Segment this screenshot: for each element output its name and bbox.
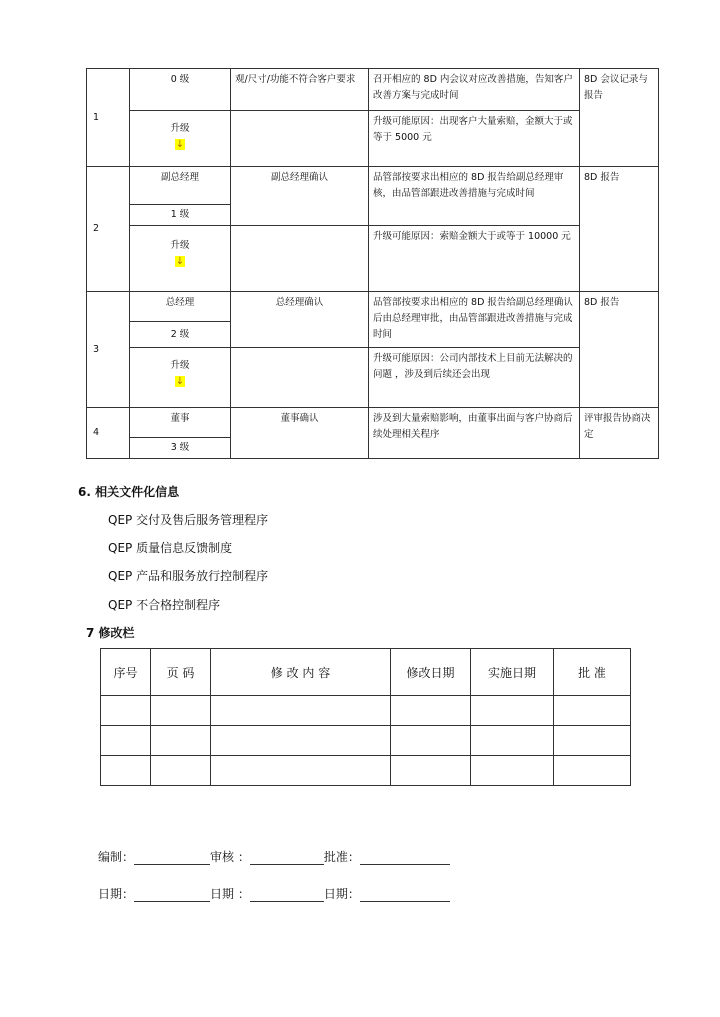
empty-cell[interactable] [391, 756, 471, 786]
revision-table [100, 648, 631, 786]
empty-cell [231, 226, 369, 292]
record-cell: 8D 会议记录与报告 [580, 69, 659, 167]
down-arrow-icon: ↓ [175, 256, 185, 267]
level-title: 董事 [130, 408, 231, 438]
related-doc-item: QEP 质量信息反馈制度 [108, 541, 233, 555]
empty-cell[interactable] [101, 696, 151, 726]
condition-cell: 观/尺寸/功能不符合客户要求 [231, 69, 369, 111]
down-arrow-icon: ↓ [175, 376, 185, 387]
approve-label: 批准： [323, 850, 360, 864]
upgrade-cell [130, 226, 231, 292]
reason-cell: 升级可能原因：公司内部技术上目前无法解决的问题 ，涉及到后续还会出现 [369, 348, 580, 408]
upgrade-label: 升级 [170, 360, 190, 371]
record-cell: 8D 报告 [580, 167, 659, 292]
empty-cell[interactable] [211, 756, 391, 786]
row-number: 4 [87, 408, 130, 459]
related-doc-item: QEP 不合格控制程序 [108, 598, 221, 612]
empty-cell[interactable] [151, 726, 211, 756]
table-row [87, 167, 659, 205]
empty-cell[interactable] [101, 756, 151, 786]
row-number: 3 [87, 292, 130, 408]
condition-cell: 副总经理确认 [231, 167, 369, 226]
upgrade-label: 升级 [170, 240, 190, 251]
level-title: 副总经理 [130, 167, 231, 205]
record-cell: 8D 报告 [580, 292, 659, 408]
empty-cell[interactable] [471, 756, 554, 786]
upgrade-cell [130, 348, 231, 408]
reason-cell: 升级可能原因：出现客户大量索赔，金额大于或等于 5000 元 [369, 111, 580, 167]
empty-cell[interactable] [471, 726, 554, 756]
table-row [87, 408, 659, 438]
section-7-title: 7 修改栏 [86, 626, 135, 640]
condition-cell: 总经理确认 [231, 292, 369, 348]
action-cell: 品管部按要求出相应的 8D 报告给副总经理审核，由品管部跟进改善措施与完成时间 [369, 167, 580, 226]
date-label: 日期 ： [210, 887, 250, 901]
date-row [98, 885, 450, 902]
row-number: 1 [87, 69, 130, 167]
empty-cell [231, 111, 369, 167]
table-row [101, 696, 631, 726]
approve-line[interactable] [360, 850, 450, 865]
empty-cell[interactable] [554, 696, 631, 726]
condition-cell: 董事确认 [231, 408, 369, 459]
empty-cell[interactable] [101, 726, 151, 756]
row-number: 2 [87, 167, 130, 292]
empty-cell[interactable] [151, 756, 211, 786]
revision-header-row [101, 649, 631, 696]
empty-cell[interactable] [211, 696, 391, 726]
action-cell: 涉及到大量索赔影响，由董事出面与客户协商后续处理相关程序 [369, 408, 580, 459]
upgrade-cell [130, 111, 231, 167]
empty-cell[interactable] [391, 726, 471, 756]
table-row [87, 292, 659, 322]
related-doc-item: QEP 交付及售后服务管理程序 [108, 513, 269, 527]
table-row [87, 226, 659, 292]
signature-row [98, 848, 450, 865]
table-row [87, 111, 659, 167]
header-page: 页 码 [151, 649, 211, 696]
level-title: 总经理 [130, 292, 231, 322]
review-label: 审核 ： [210, 850, 250, 864]
down-arrow-icon: ↓ [175, 139, 185, 150]
upgrade-label: 升级 [170, 123, 190, 134]
record-cell: 评审报告协商决定 [580, 408, 659, 459]
empty-cell[interactable] [391, 696, 471, 726]
level-label: 0 级 [130, 69, 231, 111]
date-line[interactable] [250, 887, 324, 902]
empty-cell [231, 348, 369, 408]
header-modify-date: 修改日期 [391, 649, 471, 696]
escalation-table [86, 68, 659, 459]
section-6-title: 6. 相关文件化信息 [78, 485, 180, 499]
date-line[interactable] [134, 887, 210, 902]
empty-cell[interactable] [211, 726, 391, 756]
header-effective-date: 实施日期 [471, 649, 554, 696]
table-row [101, 756, 631, 786]
header-content: 修 改 内 容 [211, 649, 391, 696]
empty-cell[interactable] [554, 756, 631, 786]
action-cell: 召开相应的 8D 内会议对应改善措施，告知客户改善方案与完成时间 [369, 69, 580, 111]
table-row [87, 69, 659, 111]
empty-cell[interactable] [151, 696, 211, 726]
reason-cell: 升级可能原因：索赔金额大于或等于 10000 元 [369, 226, 580, 292]
action-cell: 品管部按要求出相应的 8D 报告给副总经理确认后由总经理审批，由品管部跟进改善措施与完成时间 [369, 292, 580, 348]
compile-line[interactable] [134, 850, 210, 865]
date-label: 日期： [98, 887, 135, 901]
level-label: 3 级 [130, 438, 231, 459]
related-doc-item: QEP 产品和服务放行控制程序 [108, 569, 269, 583]
header-approval: 批 准 [554, 649, 631, 696]
compile-label: 编制： [98, 850, 135, 864]
level-label: 1 级 [130, 205, 231, 226]
empty-cell[interactable] [471, 696, 554, 726]
table-row [101, 726, 631, 756]
header-seq: 序号 [101, 649, 151, 696]
empty-cell[interactable] [554, 726, 631, 756]
date-label: 日期： [323, 887, 360, 901]
date-line[interactable] [360, 887, 450, 902]
level-label: 2 级 [130, 322, 231, 348]
review-line[interactable] [250, 850, 324, 865]
table-row [87, 348, 659, 408]
